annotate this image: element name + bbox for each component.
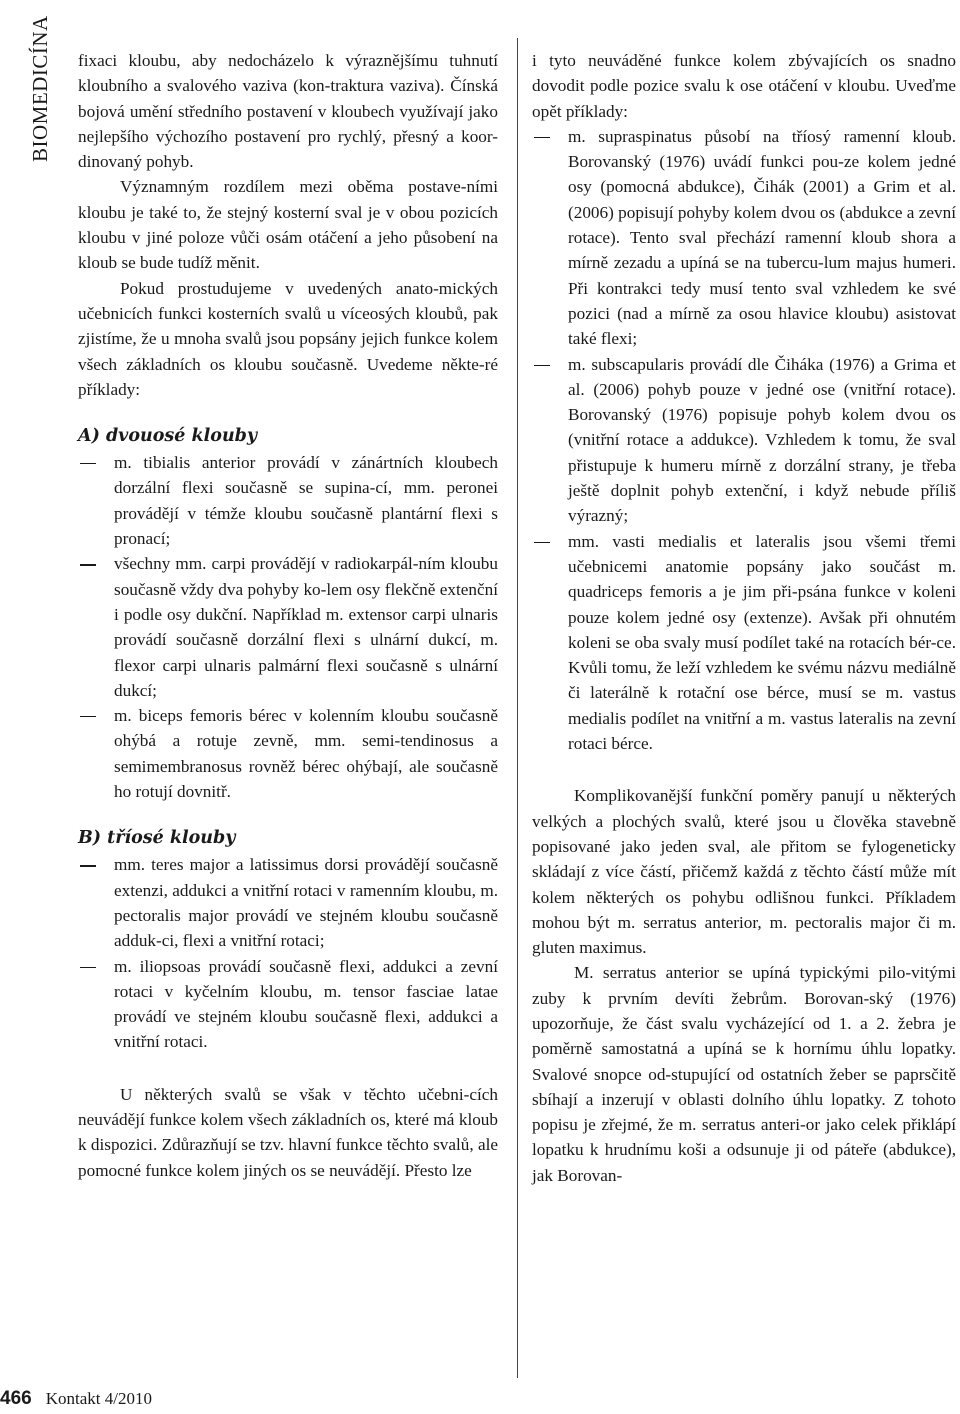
left-column [78,48,498,1183]
list-item: m. supraspinatus působí na tříosý ramenní kloub. Borovanský (1976) uvádí funkci pou-ze kolem jedné osy (pomocná abdukce), Čihák (2001) a Grim et al. (2006) popisují pohyby kolem dvou os (abdukce a zevní rotace). Tento sval přechází ramenní kloub shora a mírně zezadu a upíná se na tubercu-lum majus humeri. Při kontrakci tedy musí tento sval vzhledem ke své pozici (nad a mírně za osou hlavice kloubu) asistovat také flexi; [532,124,956,352]
page-footer [0,1388,152,1410]
paragraph: U některých svalů se však v těchto učebni-cích neuvádějí funkce kolem všech základních os, které má kloub k dispozici. Zdůrazňují se tzv. hlavní funkce těchto svalů, ale pomocné funkce kolem jiných os se neuvádějí. Přesto lze [78,1084,498,1180]
paragraph: M. serratus anterior se upíná typickými pilo-vitými zuby k prvním devíti žebrům. Borovan-ský (1976) upozorňuje, že část svalu vycházející od 1. a 2. žebra je poměrně samostatná a upíná se k hornímu úhlu lopatky. Svalové snopce od-stupující od ostatních žeber se paprsčitě sbíhají a inzerují v oblasti dolního úhlu lopatky. Z tohoto popisu je zřejmé, že m. serratus anteri-or jako celek přiklápí lopatku k hrudnímu koši a odsunuje ji od páteře (abdukce), jak Borovan- [532,963,956,1185]
list-biaxial-joints [78,450,498,804]
right-column [532,48,956,1188]
list-item: m. tibialis anterior provádí v zánártních kloubech dorzální flexi současně se supina-cí, mm. peronei provádějí v témže kloubu současně plantární flexi s pronací; [78,450,498,551]
subheading-biaxial-joints: A) dvouosé klouby [78,426,258,447]
paragraph: fixaci kloubu, aby nedocházelo k výraznějšímu tuhnutí kloubního a svalového vaziva (kon-traktura vaziva). Čínská bojová umění středního postavení v kloubech využívají jako nejlepšího výchozího postavení pro rychlý, přesný a koor-dinovaný pohyb. [78,51,498,172]
list-item: mm. vasti medialis et lateralis jsou všemi třemi učebnicemi anatomie popsány jako součást m. quadriceps femoris a je jim při-psána funkce v koleni pouze kolem jedné osy (extenze). Avšak při ohnutém koleni se oba svaly musí podílet také na rotacích bér-ce. Kvůli tomu, že leží vzhledem ke svému názvu mediálně či laterálně k rotační ose bérce, musí se m. vastus medialis podílet na vnitřní a m. vastus lateralis na zevní rotaci bérce. [532,529,956,757]
column-divider [517,38,518,1378]
list-item: mm. teres major a latissimus dorsi provádějí současně extenzi, addukci a vnitřní rotaci v ramenním kloubu, m. pectoralis major provádí ve stejném kloubu současně adduk-ci, flexi a vnitřní rotaci; [78,852,498,953]
list-item: všechny mm. carpi provádějí v radiokarpál-ním kloubu současně vždy dva pohyby ko-lem osy flekčně extenční i podle osy dukční. Například m. extensor carpi ulnaris provádí současně dorzální flexi s ulnární dukcí, m. flexor carpi ulnaris palmární flexi současně s ulnární dukcí; [78,551,498,703]
page-number: 466 [0,1388,32,1409]
section-side-label [4,2,52,162]
list-item: m. iliopsoas provádí současně flexi, addukci a zevní rotaci v kyčelním kloubu, m. tensor fasciae latae provádí ve stejném kloubu současně flexi, addukci a vnitřní rotaci. [78,954,498,1055]
section-side-label-text: BIOMEDICÍNA [28,15,52,162]
list-muscle-examples [532,124,956,756]
journal-issue: Kontakt 4/2010 [45,1389,152,1408]
paragraph: i tyto neuváděné funkce kolem zbývajících os snadno dovodit podle pozice svalu k ose otáčení v kloubu. Uveďme opět příklady: [532,51,956,121]
paragraph: Pokud prostudujeme v uvedených anato-mických učebnicích funkci kosterních svalů u víceosých kloubů, pak zjistíme, že u mnoha svalů jsou popsány jejich funkce kolem všech základních os kloubu současně. Uvedeme někte-ré příklady: [78,278,498,399]
list-item: m. biceps femoris bérec v kolenním kloubu současně ohýbá a rotuje zevně, mm. semi-tendinosus a semimembranosus rovněž bérec ohýbají, ale současně ho rotují dovnitř. [78,703,498,804]
list-triaxial-joints [78,852,498,1054]
paragraph: Významným rozdílem mezi oběma postave-ními kloubu je také to, že stejný kosterní sval je v obou pozicích kloubu v jiné poloze vůči osám otáčení a jeho působení na kloub se bude tudíž měnit. [78,177,498,273]
list-item: m. subscapularis provádí dle Čiháka (1976) a Grima et al. (2006) pohyb pouze v jedné ose (vnitřní rotace). Borovanský (1976) popisuje pohyb kolem dvou os (vnitřní rotace a addukce). Vzhledem k tomu, že sval přistupuje k humeru mírně z dorzální strany, je třeba ještě doplnit pohyb extenční, i když nebude příliš výrazný; [532,352,956,529]
paragraph: Komplikovanější funkční poměry panují u některých velkých a plochých svalů, které jsou u člověka stavebně popisované jako jeden sval, ale přitom se fylogeneticky skládají z více částí, přičemž každá z těchto částí může mít kolem některých os pohybu odlišnou funkci. Příkladem mohou být m. serratus anterior, m. pectoralis major či m. gluten maximus. [532,786,956,958]
subheading-triaxial-joints: B) tříosé klouby [78,828,236,849]
